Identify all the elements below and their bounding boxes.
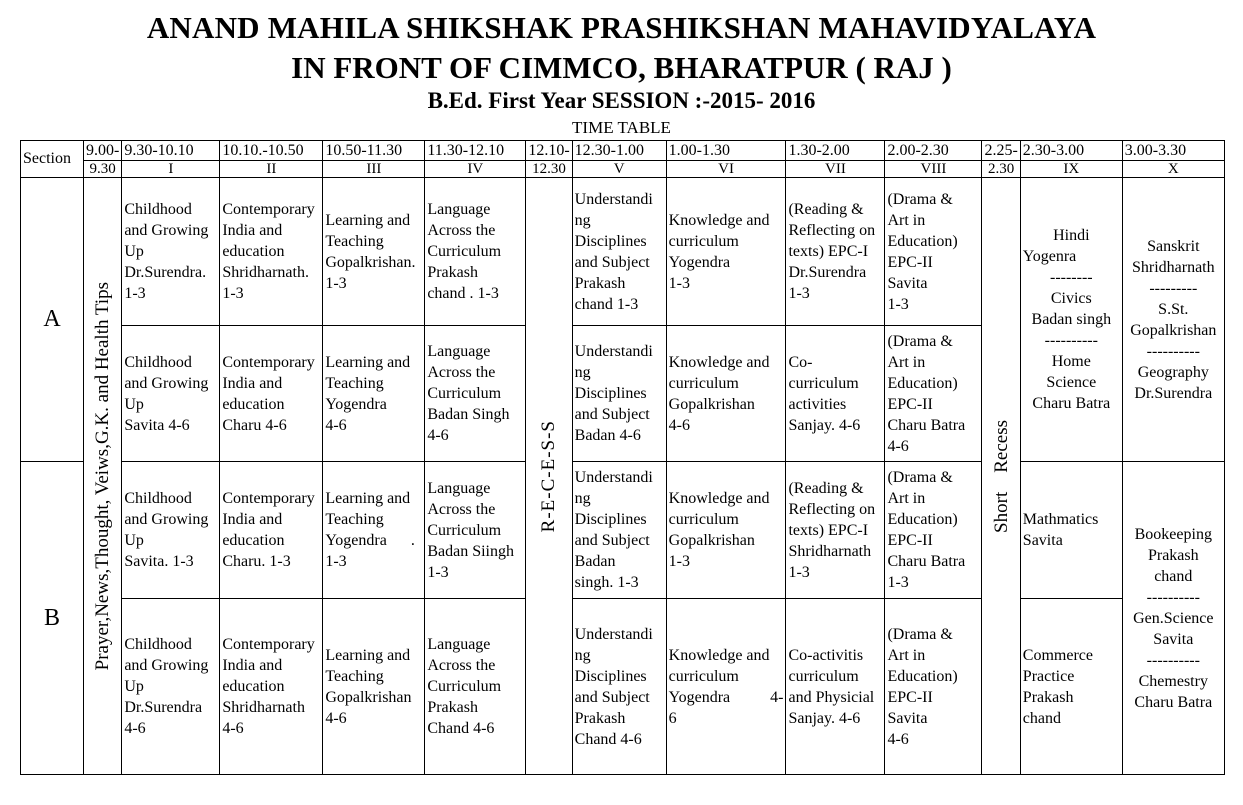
cell-line: and Growing [124, 657, 209, 674]
cell-line: EPC-II [887, 532, 933, 549]
cell-line: Prakash [574, 709, 626, 727]
cell-line: Mathmatics [1022, 511, 1099, 528]
cell-line: (Drama & [887, 190, 953, 208]
cell-line: Hindi [1053, 227, 1090, 244]
cell-line: and Growing [124, 222, 209, 239]
time-header: 10.50-11.30 [323, 141, 425, 161]
cell-line: Language [427, 201, 491, 218]
period-header: VIII [885, 161, 982, 178]
table-row [21, 178, 1225, 326]
cell-line: 4-6 [427, 427, 449, 444]
time-header: 3.00-3.30 [1122, 141, 1224, 161]
time-header: 12.30-1.00 [572, 141, 666, 161]
section-b-label: B [21, 462, 84, 775]
cell-line: Gopalkrishan [668, 532, 755, 549]
cell-line: Charu 4-6 [222, 416, 287, 434]
cell-line: Education) [887, 667, 958, 685]
cell-b2-p7 [786, 599, 885, 775]
cell-b1-p1 [122, 462, 220, 599]
cell-line: -------- [1049, 269, 1093, 286]
cell-line: education [222, 532, 285, 549]
cell-line: Across the [427, 222, 496, 239]
cell-line: 4-6 [222, 720, 244, 737]
cell-b2-p1 [122, 599, 220, 775]
cell-line: Badan 4-6 [574, 427, 641, 444]
time-header: 2.25- [982, 141, 1020, 161]
cell-line: Gopalkrishan [668, 395, 755, 413]
cell-b2-p5 [572, 599, 666, 775]
period-header: X [1122, 161, 1224, 178]
cell-line: (Reading & [788, 479, 864, 497]
cell-line: (Reading & [788, 201, 864, 218]
cell-line: 1-3 [668, 553, 690, 570]
cell-line: Teaching [325, 511, 384, 528]
cell-line: Across the [427, 364, 496, 381]
cell-line: Dr.Surendra [788, 264, 867, 281]
cell-b2-p2 [220, 599, 323, 775]
cell-line: 1-3 [325, 553, 347, 570]
cell-line: Knowledge and [668, 490, 770, 507]
cell-line: Art in [887, 211, 926, 229]
time-header: 11.30-12.10 [425, 141, 526, 161]
cell-line: (Drama & [887, 625, 953, 643]
cell-line: and Physicial [788, 688, 875, 706]
cell-b1-p8 [885, 462, 982, 599]
cell-line: Gopalkrishan [1130, 321, 1217, 339]
cell-line: India and [222, 657, 283, 674]
cell-line: Curriculum [427, 385, 502, 402]
cell-line: curriculum [668, 374, 739, 392]
cell-a-p9 [1020, 178, 1122, 462]
cell-line: Curriculum [427, 521, 502, 539]
cell-line: Understandi [574, 343, 653, 360]
cell-line: Knowledge and [668, 353, 770, 371]
table-row [21, 462, 1225, 599]
cell-line: EPC-II [887, 395, 933, 413]
cell-line: Home [1051, 353, 1091, 370]
period-header: VI [666, 161, 786, 178]
cell-line: Knowledge and [668, 211, 770, 229]
cell-line: 4-6 [668, 416, 690, 434]
cell-line: Shridharnath [788, 542, 872, 560]
cell-line: Contemporary [222, 636, 315, 653]
cell-line: India and [222, 511, 283, 528]
cell-a2-p6 [666, 326, 786, 462]
cell-line: curriculum [668, 232, 739, 250]
cell-line: Prakash [427, 699, 478, 716]
cell-line: curriculum [788, 667, 859, 685]
cell-line: education [222, 678, 285, 695]
cell-line: Badan Siingh [427, 542, 514, 560]
cell-line: Prakash [1022, 688, 1074, 706]
period-header-row [21, 161, 1225, 178]
cell-line: Savita. 1-3 [124, 553, 194, 570]
cell-b2-p9 [1020, 599, 1122, 775]
cell-line: Learning and [325, 490, 411, 507]
cell-a1-p6 [666, 178, 786, 326]
cell-line: Prakash [574, 274, 626, 292]
cell-line: 1-3 [887, 574, 909, 591]
cell-b1-p7 [786, 462, 885, 599]
time-header-row [21, 141, 1225, 161]
cell-line: chand [1154, 567, 1193, 585]
cell-a1-p2 [220, 178, 323, 326]
timetable [20, 140, 1225, 775]
recess-column [526, 178, 572, 775]
cell-line: Charu Batra [887, 416, 966, 434]
cell-line: Badan singh [1031, 311, 1112, 328]
cell-b2-p3 [323, 599, 425, 775]
cell-line: Science [1046, 374, 1097, 391]
cell-b2-p8 [885, 599, 982, 775]
cell-line: Art in [887, 353, 926, 371]
cell-line: 1-3 [788, 285, 810, 302]
cell-line: Art in [887, 490, 926, 507]
period-header: II [220, 161, 323, 178]
cell-line: texts) EPC-I [788, 243, 869, 260]
cell-line: Childhood [124, 490, 192, 507]
table-row [21, 599, 1225, 775]
college-name: ANAND MAHILA SHIKSHAK PRASHIKSHAN MAHAVIDYALAYA [146, 10, 1097, 45]
cell-line: EPC-II [887, 688, 933, 706]
cell-line: Prakash [427, 264, 478, 281]
cell-line: curriculum [668, 667, 739, 685]
cell-line: Education) [887, 232, 958, 250]
cell-line: Yogenra [1022, 248, 1077, 265]
cell-line: ---------- [1044, 332, 1098, 349]
cell-line: ---------- [1146, 342, 1200, 360]
cell-line: chand . 1-3 [427, 285, 499, 302]
time-header: 12.30 [526, 161, 572, 178]
cell-line: chand [1022, 709, 1061, 727]
cell-line: Childhood [124, 636, 192, 653]
cell-b1-p3 [323, 462, 425, 599]
cell-line: Sanskrit [1147, 237, 1200, 255]
cell-line: activities [788, 395, 847, 413]
cell-line: Savita [1153, 630, 1194, 648]
prayer-column [84, 178, 122, 775]
cell-line: Language [427, 636, 491, 653]
cell-line: Up [124, 395, 144, 413]
cell-line: Curriculum [427, 678, 502, 695]
cell-line: chand 1-3 [574, 295, 639, 313]
cell-line: 1-3 [887, 295, 909, 313]
period-header: VII [786, 161, 885, 178]
cell-line: Yogendra . [325, 532, 415, 549]
time-header: 9.30 [84, 161, 122, 178]
time-header: 2.30-3.00 [1020, 141, 1122, 161]
cell-b2-p4 [425, 599, 526, 775]
cell-line: and Growing [124, 511, 209, 528]
cell-line: Understandi [574, 625, 653, 643]
time-header: 2.30 [982, 161, 1020, 178]
cell-line: 1-3 [668, 274, 690, 292]
time-header: 1.00-1.30 [666, 141, 786, 161]
cell-line: Charu Batra [1032, 395, 1111, 412]
cell-line: Co- [788, 353, 813, 371]
cell-line: Reflecting on [788, 500, 876, 518]
cell-line: Savita 4-6 [124, 416, 190, 434]
cell-line: Disciplines [574, 511, 647, 528]
cell-line: Dr.Surendra [1134, 384, 1213, 402]
cell-b1-p2 [220, 462, 323, 599]
cell-line: Learning and [325, 353, 411, 371]
cell-line: Gen.Science [1133, 609, 1214, 627]
cell-line: Disciplines [574, 667, 647, 685]
time-header: 9.00- [84, 141, 122, 161]
cell-line: Knowledge and [668, 646, 770, 664]
cell-line: and Subject [574, 406, 650, 423]
cell-line: Savita [1022, 532, 1063, 549]
cell-line: and Subject [574, 253, 650, 271]
cell-line: curriculum [668, 511, 739, 528]
college-address: IN FRONT OF CIMMCO, BHARATPUR ( RAJ ) [291, 50, 952, 85]
cell-line: Learning and [325, 211, 411, 229]
cell-line: Badan Singh [427, 406, 510, 423]
time-header: 10.10.-10.50 [220, 141, 323, 161]
cell-line: Up [124, 678, 144, 695]
cell-line: Up [124, 532, 144, 549]
cell-line: Charu. 1-3 [222, 553, 291, 570]
cell-line: Teaching [325, 232, 384, 250]
period-header: IX [1020, 161, 1122, 178]
cell-line: Charu Batra [1134, 693, 1213, 711]
cell-line: Language [427, 343, 491, 360]
cell-line: (Drama & [887, 332, 953, 350]
cell-line: Charu Batra [887, 553, 966, 570]
cell-a2-p7 [786, 326, 885, 462]
time-table-label: TIME TABLE [572, 118, 671, 137]
cell-line: 4-6 [325, 416, 347, 434]
cell-line: 1-3 [325, 274, 347, 292]
cell-line: Teaching [325, 374, 384, 392]
cell-a1-p4 [425, 178, 526, 326]
cell-line: ng [574, 364, 591, 381]
cell-b2-p6 [666, 599, 786, 775]
cell-line: education [222, 395, 285, 413]
cell-a2-p8 [885, 326, 982, 462]
time-header: 1.30-2.00 [786, 141, 885, 161]
cell-line: Commerce [1022, 646, 1093, 664]
cell-line: Understandi [574, 469, 653, 486]
cell-a2-p2 [220, 326, 323, 462]
cell-line: ng [574, 211, 591, 229]
cell-line: Teaching [325, 667, 384, 685]
cell-a1-p8 [885, 178, 982, 326]
cell-b1-p5 [572, 462, 666, 599]
cell-line: Childhood [124, 201, 192, 218]
cell-line: S.St. [1158, 300, 1189, 318]
cell-a1-p7 [786, 178, 885, 326]
cell-line: ng [574, 490, 591, 507]
session-title: B.Ed. First Year SESSION :-2015- 2016 [427, 88, 816, 113]
cell-line: Dr.Surendra [124, 699, 203, 716]
cell-line: Learning and [325, 646, 411, 664]
cell-line: 4-6 [887, 437, 909, 455]
cell-line: Education) [887, 511, 958, 528]
cell-a2-p5 [572, 326, 666, 462]
cell-line: Yogendra 4- [668, 688, 784, 706]
period-header: I [122, 161, 220, 178]
time-header: 2.00-2.30 [885, 141, 982, 161]
cell-line: Dr.Surendra. [124, 264, 207, 281]
cell-b1-p9 [1020, 462, 1122, 599]
cell-a2-p4 [425, 326, 526, 462]
cell-line: Chand 4-6 [574, 730, 642, 748]
cell-line: Geography [1137, 363, 1209, 381]
cell-line: Up [124, 243, 144, 260]
cell-line: curriculum [788, 374, 859, 392]
cell-line: Contemporary [222, 353, 315, 371]
section-header: Section [21, 141, 84, 178]
cell-line: ng [574, 646, 591, 664]
cell-line: Curriculum [427, 243, 502, 260]
cell-line: Savita [887, 274, 928, 292]
cell-line: 1-3 [222, 285, 244, 302]
cell-b1-p4 [425, 462, 526, 599]
cell-b-p10 [1122, 462, 1224, 775]
cell-line: 1-3 [124, 285, 146, 302]
time-header: 12.10- [526, 141, 572, 161]
cell-line: Savita [887, 709, 928, 727]
cell-line: Contemporary [222, 490, 315, 507]
cell-line: ---------- [1146, 588, 1200, 606]
cell-line: Yogendra [325, 395, 387, 413]
cell-line: Shridharnath [1131, 258, 1215, 276]
cell-line: Sanjay. 4-6 [788, 709, 861, 727]
cell-line: 4-6 [887, 730, 909, 748]
period-header: IV [425, 161, 526, 178]
time-header: 9.30-10.10 [122, 141, 220, 161]
cell-line: Education) [887, 374, 958, 392]
cell-line: Shridharnath [222, 699, 305, 716]
cell-line: texts) EPC-I [788, 521, 869, 539]
cell-line: Disciplines [574, 232, 647, 250]
cell-line: 1-3 [788, 563, 810, 581]
cell-line: Shridharnath. [222, 264, 309, 281]
cell-line: --------- [1149, 279, 1198, 297]
cell-line: education [222, 243, 285, 260]
cell-line: India and [222, 222, 283, 239]
cell-a2-p3 [323, 326, 425, 462]
cell-a2-p1 [122, 326, 220, 462]
cell-line: Practice [1022, 667, 1075, 685]
short-recess-column [982, 178, 1020, 775]
cell-line: Sanjay. 4-6 [788, 416, 861, 434]
cell-line: Gopalkrishan. [325, 253, 416, 271]
cell-line: and Growing [124, 374, 209, 392]
cell-line: Badan [574, 553, 616, 570]
cell-line: Prakash [1147, 546, 1199, 564]
cell-a-p10 [1122, 178, 1224, 462]
cell-line: singh. 1-3 [574, 574, 639, 591]
cell-line: Contemporary [222, 201, 315, 218]
cell-line: Childhood [124, 353, 192, 371]
cell-line: EPC-II [887, 253, 933, 271]
short-recess-text: Short Recess [990, 419, 1012, 533]
recess-text: R-E-C-E-S-S [538, 419, 560, 533]
prayer-text: Prayer,News,Thought, Veiws,G.K. and Health Tips [92, 281, 114, 671]
cell-line: (Drama & [887, 469, 953, 486]
cell-line: Art in [887, 646, 926, 664]
cell-line: 4-6 [124, 720, 146, 737]
section-a-label: A [21, 178, 84, 462]
cell-line: Civics [1050, 290, 1092, 307]
cell-b1-p6 [666, 462, 786, 599]
period-header: III [323, 161, 425, 178]
cell-line: India and [222, 374, 283, 392]
cell-line: Across the [427, 500, 496, 518]
cell-line: and Subject [574, 688, 650, 706]
cell-line: Understandi [574, 190, 653, 208]
cell-a1-p5 [572, 178, 666, 326]
cell-line: 1-3 [427, 563, 449, 581]
cell-line: Across the [427, 657, 496, 674]
cell-line: Bookeeping [1134, 525, 1212, 543]
cell-a1-p3 [323, 178, 425, 326]
cell-line: 6 [668, 709, 677, 727]
cell-line: Chand 4-6 [427, 720, 495, 737]
period-header: V [572, 161, 666, 178]
cell-line: Reflecting on [788, 222, 876, 239]
cell-line: Chemestry [1138, 672, 1208, 690]
cell-line: Language [427, 479, 491, 497]
cell-line: and Subject [574, 532, 650, 549]
cell-line: ---------- [1146, 651, 1200, 669]
cell-line: Yogendra [668, 253, 731, 271]
cell-line: Co-activitis [788, 646, 864, 664]
cell-line: Gopalkrishan [325, 688, 412, 706]
cell-line: 4-6 [325, 709, 347, 727]
cell-line: Disciplines [574, 385, 647, 402]
cell-a1-p1 [122, 178, 220, 326]
